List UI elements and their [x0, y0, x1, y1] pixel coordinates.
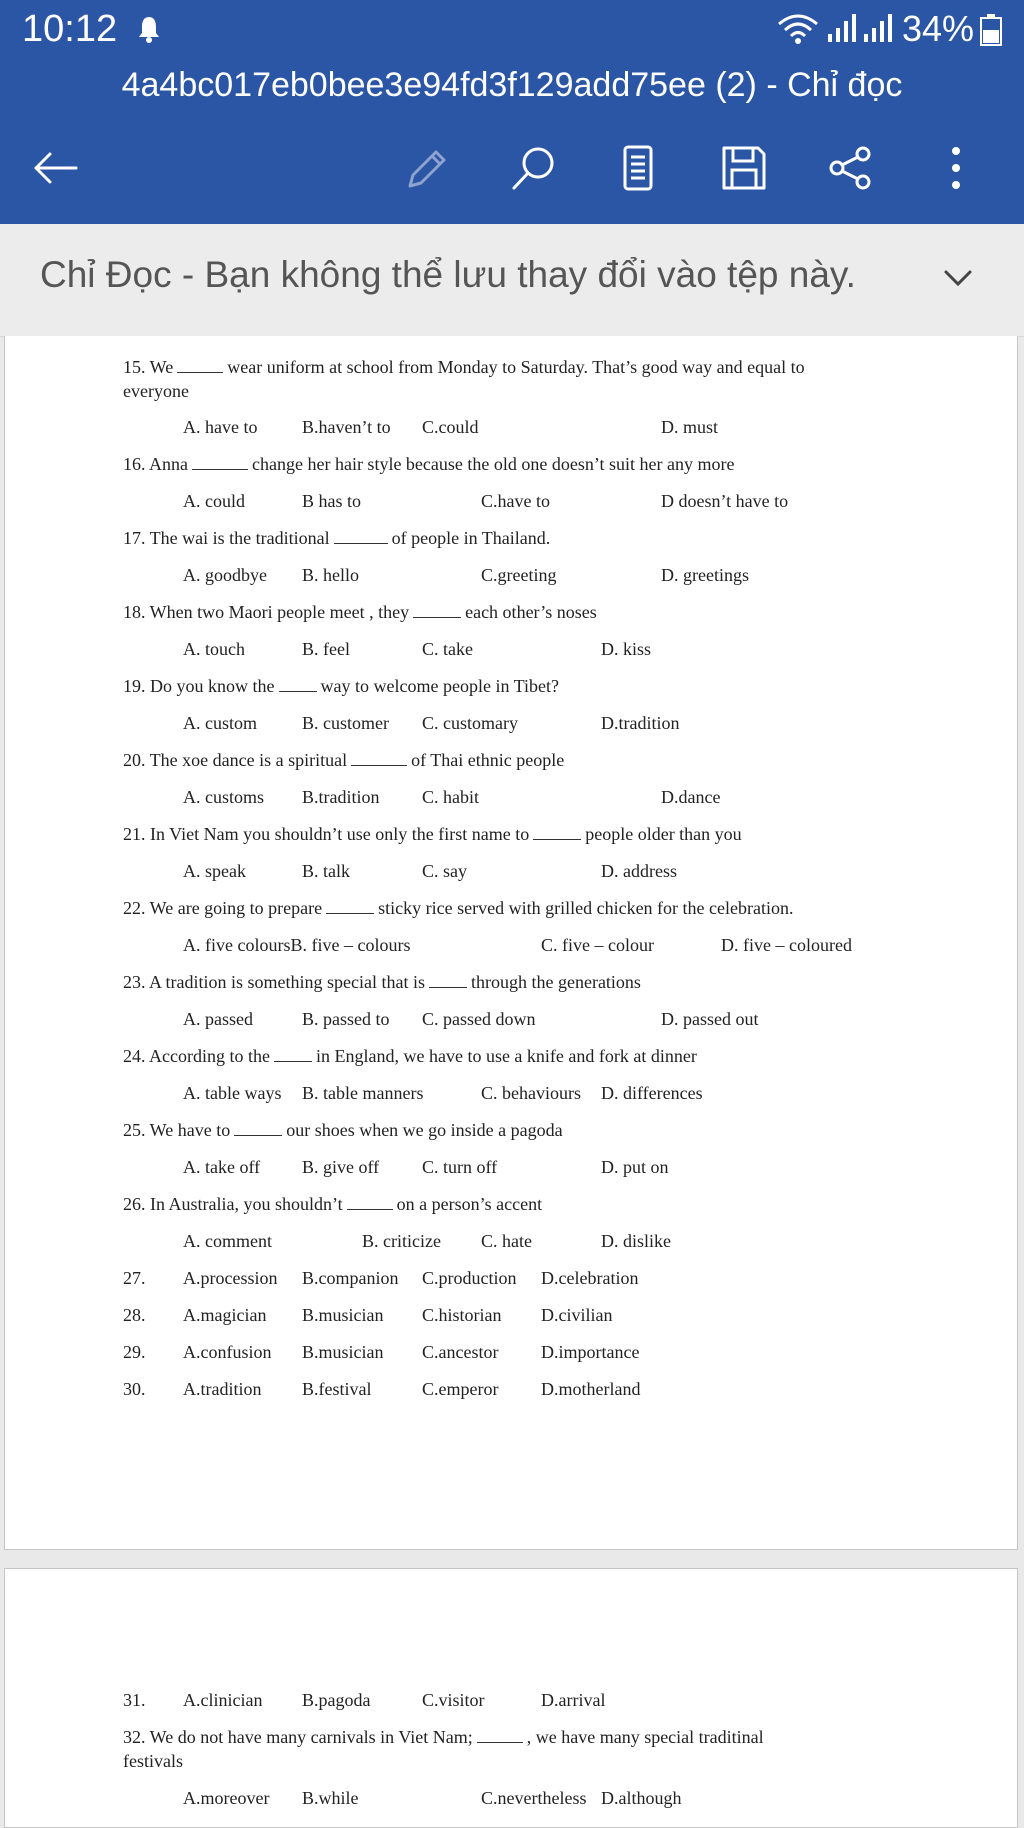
option-c: C.could [422, 417, 479, 437]
question-23 [123, 971, 641, 993]
question-text: 18. When two Maori people meet , they [123, 602, 410, 622]
option-c: C.emperor [422, 1379, 499, 1399]
option-b: B.musician [302, 1342, 384, 1362]
option-a: A. passed [183, 1009, 253, 1029]
question-text: through the generations [470, 972, 641, 992]
signal-icon [826, 12, 858, 44]
option-a: A. could [183, 491, 245, 511]
option-a: A.confusion [183, 1342, 272, 1362]
option-c: C.nevertheless [481, 1788, 587, 1808]
option-c: C. take [422, 639, 473, 659]
option-b: B.tradition [302, 787, 380, 807]
question-text: each other’s noses [465, 602, 597, 622]
option-a: A. take off [183, 1157, 261, 1177]
question-text: on a person’s accent [396, 1194, 543, 1214]
question-15 [123, 356, 805, 378]
question-29-number: 29. [123, 1342, 146, 1362]
option-a: A. goodbye [183, 565, 267, 585]
option-a: A.procession [183, 1268, 278, 1288]
question-text: way to welcome people in Tibet? [320, 676, 559, 696]
answer-blank [234, 1121, 282, 1136]
option-d: D doesn’t have to [661, 491, 789, 511]
question-18 [123, 601, 597, 623]
option-b: B.musician [302, 1305, 384, 1325]
question-32 [123, 1726, 764, 1748]
save-button[interactable] [714, 138, 774, 198]
status-bar [0, 0, 1024, 60]
option-a: A. table ways [183, 1083, 282, 1103]
question-text: sticky rice served with grilled chicken for the celebration. [378, 898, 794, 918]
option-a: A.tradition [183, 1379, 262, 1399]
question-25 [123, 1119, 563, 1141]
option-d: D.arrival [541, 1690, 606, 1710]
option-b: B.festival [302, 1379, 372, 1399]
read-only-message: Chỉ Đọc - Bạn không thể lưu thay đổi vào tệp này. [40, 254, 856, 295]
option-b: B. passed to [302, 1009, 390, 1029]
option-d: D.importance [541, 1342, 640, 1362]
option-a: A. touch [183, 639, 245, 659]
question-24 [123, 1045, 697, 1067]
document-page-1 [4, 336, 1018, 1550]
more-icon [930, 142, 982, 194]
question-27-number: 27. [123, 1268, 146, 1288]
option-c: C. turn off [422, 1157, 498, 1177]
question-text: wear uniform at school from Monday to Saturday. That’s good way and equal to [227, 357, 805, 377]
back-arrow-icon [30, 142, 82, 194]
question-text: of Thai ethnic people [411, 750, 565, 770]
option-a: A.magician [183, 1305, 267, 1325]
option-c: C.production [422, 1268, 517, 1288]
option-d: D. dislike [601, 1231, 671, 1251]
option-c: C. behaviours [481, 1083, 581, 1103]
document-page-2 [4, 1568, 1018, 1828]
question-text: 16. Anna [123, 454, 188, 474]
option-b: B. talk [302, 861, 350, 881]
option-d: D. must [661, 417, 719, 437]
question-text: 23. A tradition is something special that is [123, 972, 425, 992]
option-d: D. put on [601, 1157, 669, 1177]
option-a: A.clinician [183, 1690, 263, 1710]
option-c: C.ancestor [422, 1342, 499, 1362]
question-text: 32. We do not have many carnivals in Viet Nam; [123, 1727, 473, 1747]
share-icon [824, 142, 876, 194]
battery-icon [980, 14, 1002, 46]
option-d: D. differences [601, 1083, 703, 1103]
app-bar [0, 0, 1024, 224]
read-only-banner [0, 224, 1024, 337]
more-options-button[interactable] [926, 138, 986, 198]
question-text: of people in Thailand. [391, 528, 551, 548]
answer-blank [334, 529, 388, 544]
option-b: B.haven’t to [302, 417, 391, 437]
option-d: D. passed out [661, 1009, 759, 1029]
answer-blank [347, 1195, 393, 1210]
option-b: B. customer [302, 713, 389, 733]
option-c: C. habit [422, 787, 479, 807]
question-17 [123, 527, 550, 549]
back-button[interactable] [26, 138, 86, 198]
option-a: A. comment [183, 1231, 272, 1251]
option-d: D.celebration [541, 1268, 639, 1288]
answer-blank [413, 603, 461, 618]
question-21 [123, 823, 742, 845]
option-d: D.although [601, 1788, 682, 1808]
answer-blank [477, 1728, 523, 1743]
option-a: A. speak [183, 861, 246, 881]
search-icon [508, 142, 560, 194]
option-b: B.while [302, 1788, 359, 1808]
question-text: , we have many special traditinal [526, 1727, 764, 1747]
answer-blank [279, 677, 317, 692]
option-b: B has to [302, 491, 362, 511]
option-d: D. five – coloured [721, 935, 852, 955]
answer-blank [351, 751, 407, 766]
question-text: our shoes when we go inside a pagoda [286, 1120, 563, 1140]
option-a: A. have to [183, 417, 258, 437]
question-28-number: 28. [123, 1305, 146, 1325]
question-30-number: 30. [123, 1379, 146, 1399]
question-text: 21. In Viet Nam you shouldn’t use only the first name to [123, 824, 530, 844]
option-d: D. kiss [601, 639, 652, 659]
question-22 [123, 897, 794, 919]
answer-blank [274, 1047, 312, 1062]
question-text: 26. In Australia, you shouldn’t [123, 1194, 343, 1214]
question-text: 24. According to the [123, 1046, 270, 1066]
option-c: C. say [422, 861, 467, 881]
question-20 [123, 749, 564, 771]
option-b: B. give off [302, 1157, 380, 1177]
question-text: change her hair style because the old one doesn’t suit her any more [252, 454, 735, 474]
question-text: 15. We [123, 357, 174, 377]
option-c: C. passed down [422, 1009, 536, 1029]
option-c: C.visitor [422, 1690, 485, 1710]
status-time: 10:12 [22, 8, 118, 50]
question-text: 20. The xoe dance is a spiritual [123, 750, 348, 770]
save-icon [718, 142, 770, 194]
option-c: C.have to [481, 491, 550, 511]
option-d: D.dance [661, 787, 721, 807]
question-32-cont: festivals [123, 1751, 183, 1771]
question-text: 19. Do you know the [123, 676, 275, 696]
option-a: A.moreover [183, 1788, 270, 1808]
pencil-icon [400, 142, 452, 194]
option-d: D. greetings [661, 565, 749, 585]
option-a: A. customs [183, 787, 264, 807]
question-text: in England, we have to use a knife and fork at dinner [315, 1046, 697, 1066]
question-15-cont: everyone [123, 381, 189, 401]
document-title: 4a4bc017eb0bee3e94fd3f129add75ee (2) - Chỉ đọc [121, 66, 903, 104]
mobile-view-button[interactable] [608, 138, 668, 198]
question-text: 17. The wai is the traditional [123, 528, 330, 548]
option-a-b: A. five coloursB. five – colours [183, 935, 411, 955]
option-b: B. feel [302, 639, 350, 659]
chevron-down-icon[interactable] [930, 250, 986, 306]
option-b: B.pagoda [302, 1690, 371, 1710]
mobile-view-icon [612, 142, 664, 194]
option-d: D. address [601, 861, 677, 881]
search-button[interactable] [504, 138, 564, 198]
option-b: B.companion [302, 1268, 399, 1288]
signal-icon-2 [862, 12, 894, 44]
answer-blank [177, 358, 223, 373]
answer-blank [533, 825, 581, 840]
option-d: D.tradition [601, 713, 680, 733]
option-b: B. hello [302, 565, 359, 585]
edit-button[interactable] [396, 138, 456, 198]
answer-blank [429, 973, 467, 988]
question-26 [123, 1193, 542, 1215]
option-a: A. custom [183, 713, 257, 733]
question-text: 22. We are going to prepare [123, 898, 323, 918]
option-d: D.motherland [541, 1379, 641, 1399]
option-d: D.civilian [541, 1305, 613, 1325]
option-c: C. customary [422, 713, 518, 733]
question-text: people older than you [585, 824, 742, 844]
notification-bell-icon [134, 14, 164, 44]
option-c: C. hate [481, 1231, 532, 1251]
answer-blank [192, 455, 248, 470]
option-c: C.historian [422, 1305, 502, 1325]
question-31-number: 31. [123, 1690, 146, 1710]
option-c: C.greeting [481, 565, 557, 585]
answer-blank [326, 899, 374, 914]
question-19 [123, 675, 559, 697]
battery-level: 34% [902, 8, 975, 49]
question-16 [123, 453, 735, 475]
option-c: C. five – colour [541, 935, 654, 955]
option-b: B. table manners [302, 1083, 424, 1103]
option-b: B. criticize [362, 1231, 441, 1251]
wifi-icon [775, 12, 821, 48]
share-button[interactable] [820, 138, 880, 198]
question-text: 25. We have to [123, 1120, 231, 1140]
